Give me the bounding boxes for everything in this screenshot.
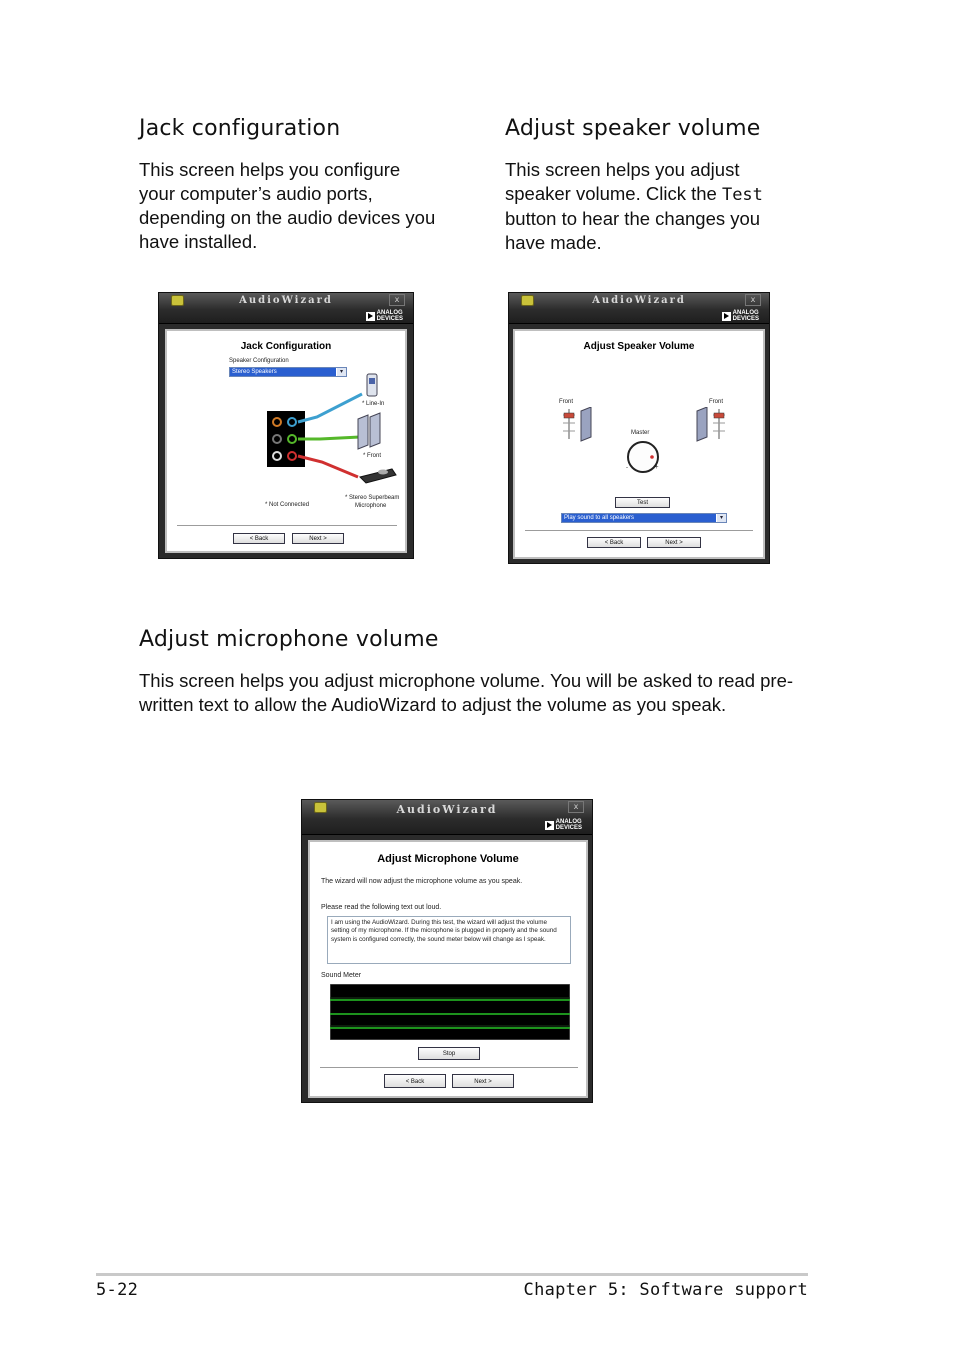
analog-devices-logo: [545, 818, 582, 832]
back-button[interactable]: < Back: [587, 537, 641, 548]
microphone-label-line-1: * Stereo Superbeam: [345, 495, 400, 501]
close-icon[interactable]: x: [568, 801, 584, 813]
back-button[interactable]: < Back: [233, 533, 285, 544]
speaker-controls: [553, 407, 733, 477]
speaker-text-part-2: button to hear the changes you have made.: [505, 208, 761, 253]
adjust-microphone-volume-heading: Adjust microphone volume: [139, 627, 439, 652]
app-title: AudioWizard: [592, 295, 686, 306]
sound-meter: [330, 984, 570, 1040]
front-left-slider[interactable]: [563, 409, 575, 439]
close-icon[interactable]: x: [745, 294, 761, 306]
test-button-reference: Test: [721, 185, 763, 205]
back-button[interactable]: < Back: [384, 1074, 446, 1088]
select-value: Stereo Speakers: [230, 368, 336, 376]
wizard-panel: [165, 329, 407, 553]
divider: [525, 530, 753, 531]
logo-line-2: DEVICES: [376, 316, 403, 322]
jack-diagram: [262, 369, 402, 514]
speaker-text-part-1: This screen helps you adjust speaker volume. Click the: [505, 159, 740, 204]
microphone-label-line-2: Microphone: [355, 503, 387, 509]
jack-configuration-text: This screen helps you configure your computer’s audio ports, depending on the audio devices you have installed.: [139, 159, 436, 252]
front-right-label: Front: [709, 399, 724, 405]
next-button[interactable]: Next >: [292, 533, 344, 544]
play-sound-select[interactable]: [561, 513, 727, 523]
app-title: AudioWizard: [239, 295, 333, 306]
speaker-icon: [358, 415, 368, 449]
front-label: * Front: [363, 453, 382, 459]
title-bar: [159, 293, 413, 324]
next-button[interactable]: Next >: [647, 537, 701, 548]
title-bar: [302, 800, 592, 835]
wizard-panel: [513, 329, 765, 559]
footer-rule: [96, 1273, 808, 1276]
adjust-microphone-volume-text: This screen helps you adjust microphone volume. You will be asked to read pre-written text to allow the AudioWizard to adjust the volume as you speak.: [139, 670, 794, 715]
read-instruction-label: Please read the following text out loud.: [321, 904, 442, 911]
page-title: Adjust Speaker Volume: [583, 341, 695, 352]
analog-devices-logo: [366, 309, 403, 323]
jack-configuration-window: [158, 292, 414, 559]
adjust-speaker-volume-heading: Adjust speaker volume: [505, 116, 761, 141]
wizard-panel: [308, 840, 588, 1098]
logo-line-1: ANALOG: [376, 310, 403, 316]
chevron-down-icon: ▾: [337, 368, 346, 376]
divider: [320, 1067, 578, 1068]
page-title: Jack Configuration: [240, 341, 332, 352]
page-number: 5-22: [96, 1280, 139, 1300]
line-in-label: * Line-In: [362, 401, 385, 407]
speaker-volume-window: [508, 292, 770, 564]
front-right-slider[interactable]: [713, 409, 725, 439]
analog-devices-logo: [722, 309, 759, 323]
next-button[interactable]: Next >: [452, 1074, 514, 1088]
adjust-speaker-volume-text: [505, 158, 805, 255]
line-in-device-icon: [367, 374, 377, 396]
jack-configuration-heading: Jack configuration: [139, 116, 341, 141]
page-title: Adjust Microphone Volume: [377, 853, 519, 865]
right-speaker-icon: [697, 407, 707, 441]
front-left-label: Front: [559, 399, 574, 405]
knob-plus-label: +: [655, 465, 659, 471]
close-icon[interactable]: x: [389, 294, 405, 306]
stop-button[interactable]: Stop: [418, 1047, 480, 1060]
speaker-configuration-label: Speaker Configuration: [229, 358, 289, 364]
sound-meter-label: Sound Meter: [321, 972, 362, 979]
divider: [177, 525, 397, 526]
not-connected-label: * Not Connected: [265, 502, 310, 508]
app-title: AudioWizard: [396, 803, 498, 816]
logo-line-1: ANALOG: [732, 310, 759, 316]
microphone-icon: [360, 469, 396, 483]
read-text-box: I am using the AudioWizard. During this test, the wizard will adjust the volume setting of my microphone. If the microphone is plugged in properly and the sound system is configured correctly, the sound meter below will change as I speak.: [327, 916, 571, 964]
left-speaker-icon: [581, 407, 591, 441]
wizard-intro-text: The wizard will now adjust the microphone volume as you speak.: [321, 878, 523, 885]
chevron-down-icon: ▾: [717, 514, 726, 522]
logo-line-2: DEVICES: [732, 316, 759, 322]
select-value: Play sound to all speakers: [562, 514, 716, 522]
title-bar: [509, 293, 769, 324]
chapter-title: Chapter 5: Software support: [523, 1280, 808, 1300]
knob-minus-label: -: [626, 465, 628, 471]
logo-line-1: ANALOG: [555, 819, 582, 825]
logo-line-2: DEVICES: [555, 825, 582, 831]
test-button[interactable]: Test: [615, 497, 670, 508]
master-label: Master: [631, 430, 650, 436]
microphone-volume-window: [301, 799, 593, 1103]
